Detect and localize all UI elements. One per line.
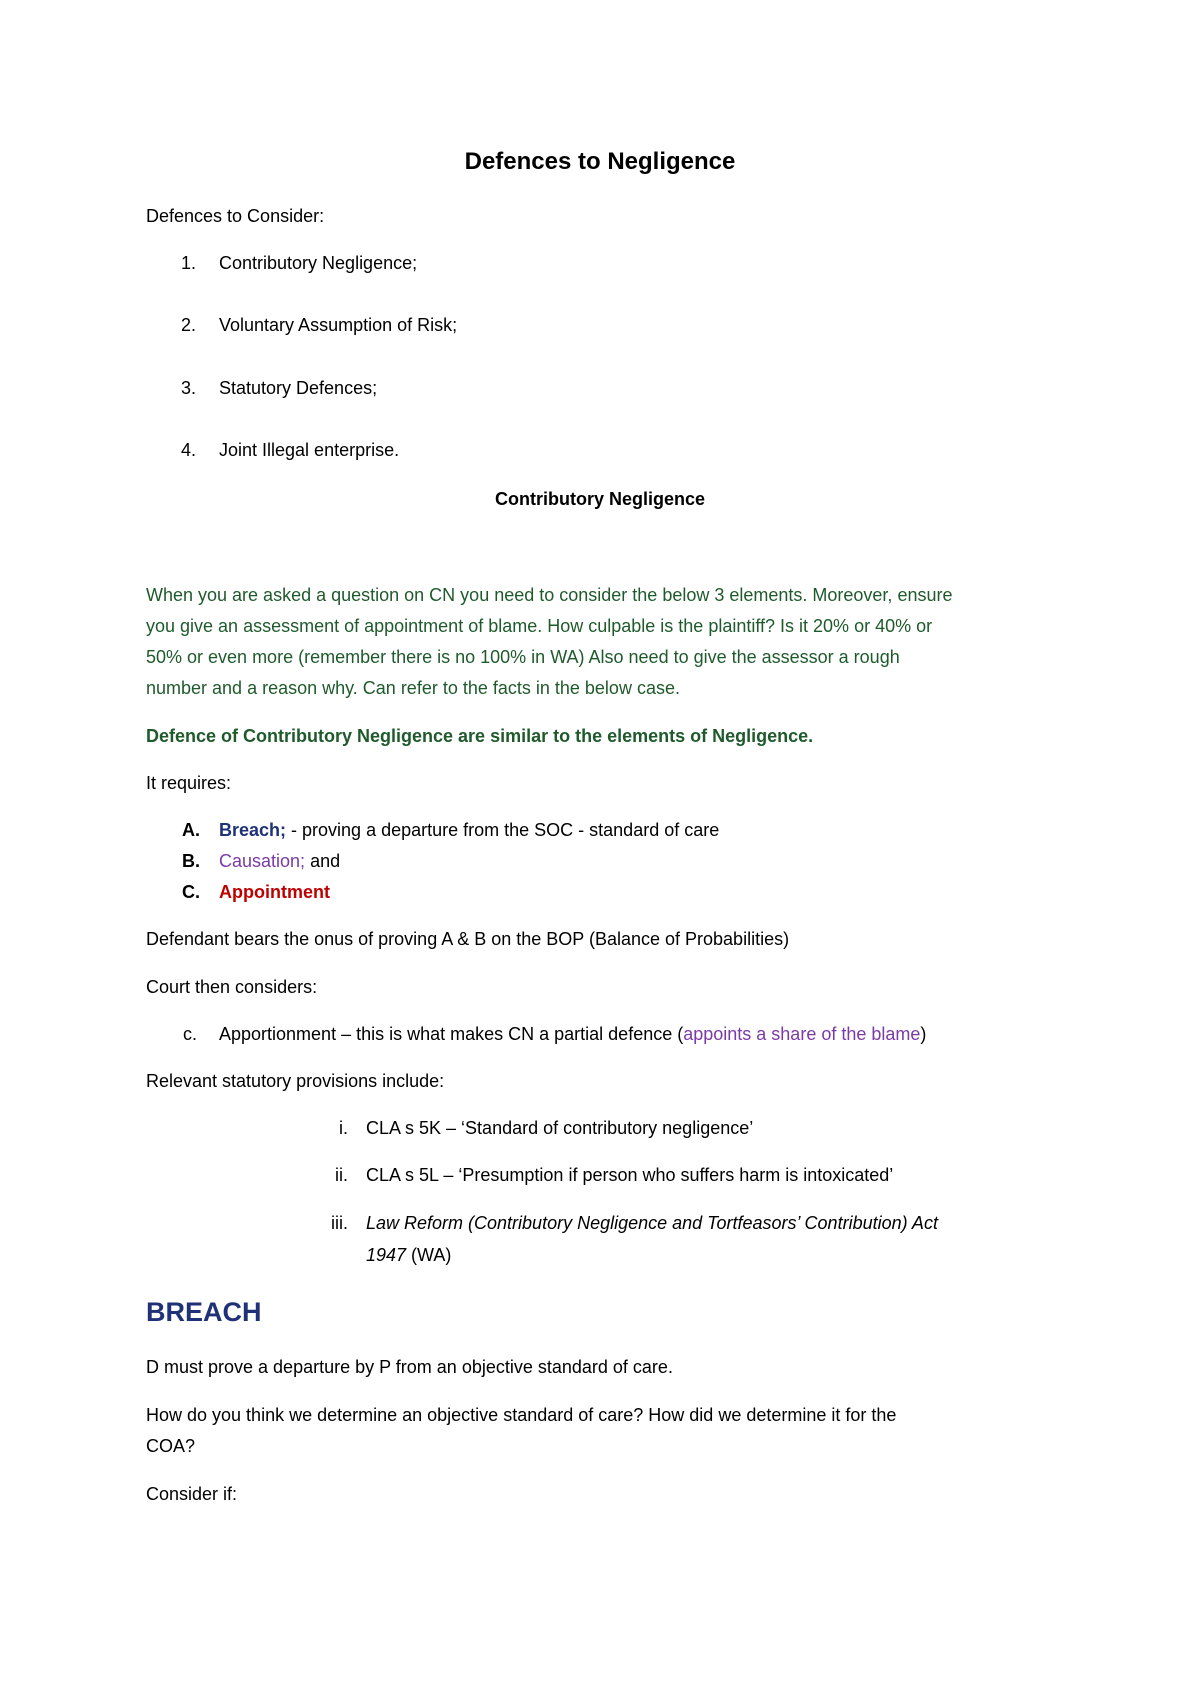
element-a-term: Breach;: [219, 820, 287, 840]
section-heading-cn: Contributory Negligence: [494, 489, 705, 509]
statute-num-i: i.: [339, 1118, 348, 1138]
element-a: [219, 820, 719, 841]
list-number-4: 4.: [181, 440, 197, 460]
element-b-text: and: [305, 851, 341, 871]
apportion-text-a: Apportionment – this is what makes CN a partial defence (: [219, 1024, 684, 1044]
onus-text: Defendant bears the onus of proving A & B on the BOP (Balance of Probabilities): [146, 929, 790, 949]
list-item-4: Joint Illegal enterprise.: [219, 440, 400, 460]
statute-iii-line-2: [366, 1245, 451, 1266]
list-item-2: Voluntary Assumption of Risk;: [219, 315, 458, 335]
element-c-term: Appointment: [219, 882, 330, 902]
court-considers: Court then considers:: [146, 977, 318, 997]
element-letter-b: B.: [182, 851, 200, 871]
list-item-1: Contributory Negligence;: [219, 253, 418, 273]
statute-ii: CLA s 5L – ‘Presumption if person who suffers harm is intoxicated’: [366, 1165, 894, 1185]
list-number-2: 2.: [181, 315, 197, 335]
breach-question-line-1: How do you think we determine an objective standard of care? How did we determine it for the: [146, 1405, 897, 1425]
statute-iii-year: 1947: [366, 1245, 407, 1265]
statutory-intro: Relevant statutory provisions include:: [146, 1071, 445, 1091]
apportion-text: [219, 1024, 926, 1045]
statute-iii-jurisdiction: (WA): [406, 1245, 452, 1265]
breach-question-line-2: COA?: [146, 1436, 196, 1456]
element-b: [219, 851, 340, 872]
element-b-term: Causation;: [219, 851, 306, 871]
cn-similar-note: Defence of Contributory Negligence are similar to the elements of Negligence.: [146, 726, 814, 746]
section-heading-breach: BREACH: [146, 1297, 262, 1327]
statute-iii-line-1: Law Reform (Contributory Negligence and Tortfeasors’ Contribution) Act: [366, 1213, 938, 1233]
list-item-3: Statutory Defences;: [219, 378, 378, 398]
breach-statement: D must prove a departure by P from an objective standard of care.: [146, 1357, 673, 1377]
apportion-text-c: ): [920, 1024, 927, 1044]
list-number-3: 3.: [181, 378, 197, 398]
statute-num-iii: iii.: [331, 1213, 348, 1233]
element-letter-a: A.: [182, 820, 200, 840]
element-a-text: - proving a departure from the SOC - standard of care: [286, 820, 720, 840]
apportion-letter: c.: [183, 1024, 198, 1044]
statute-i: CLA s 5K – ‘Standard of contributory negligence’: [366, 1118, 754, 1138]
page-title: Defences to Negligence: [464, 148, 736, 175]
requires-label: It requires:: [146, 773, 232, 793]
cn-note-line-1: When you are asked a question on CN you need to consider the below 3 elements. Moreover, ensure: [146, 585, 953, 605]
consider-if: Consider if:: [146, 1484, 238, 1504]
cn-note-line-4: number and a reason why. Can refer to the facts in the below case.: [146, 678, 680, 698]
cn-note-line-2: you give an assessment of appointment of blame. How culpable is the plaintiff? Is it 20% or 40% or: [146, 616, 933, 636]
element-letter-c: C.: [182, 882, 200, 902]
apportion-text-b: appoints a share of the blame: [683, 1024, 921, 1044]
cn-note-line-3: 50% or even more (remember there is no 100% in WA) Also need to give the assessor a rough: [146, 647, 900, 667]
list-number-1: 1.: [181, 253, 197, 273]
defences-intro: Defences to Consider:: [146, 206, 325, 226]
statute-num-ii: ii.: [335, 1165, 348, 1185]
